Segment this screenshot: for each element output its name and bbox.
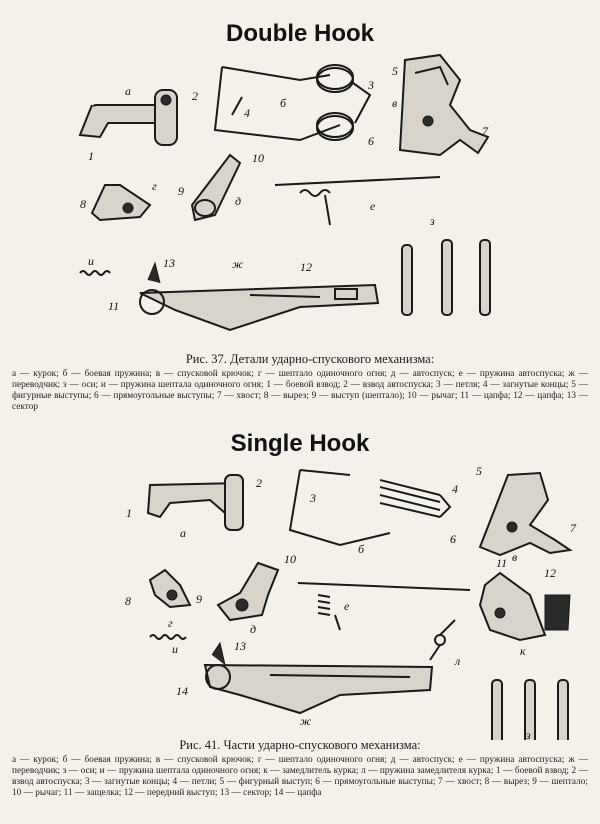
fig41-legend: а — курок; б — боевая пружина; в — спусковой крючок; г — шептало одиночного огня; д — автоспуск; е — пружина автоспуска; ж — переводчик; з — оси; и — пружина шептала одиночного огня; к — замедлитель курка; л — пружина замедлителя курка; 1 — боевой взвод; 2 — взвод автоспуска; 3 — загнутые концы; 4 — петли; 5 — фигурный выступ; 6 — прямоугольные выступы; 7 — хвост; 8 — вырез; 9 — шептало; 10 — рычаг; 11 — защелка; 12 — передний выступ; 13 — сектор; 14 — цапфа xyxy=(12,755,588,798)
fig37-label-13: 13 xyxy=(163,256,175,270)
fig41-label-11: 11 xyxy=(496,556,508,570)
fig41-label-k: к xyxy=(520,644,526,658)
trigger-part-v xyxy=(400,55,488,155)
fig41-label-12: 12 xyxy=(544,566,556,580)
fig37-legend: а — курок; б — боевая пружина; в — спусковой крючок; г — шептало одиночного огня; д — автоспуск; е — пружина автоспуска; ж — переводчик; з — оси; и — пружина шептала одиночного огня; 1 — боевой взвод; 2 — взвод автоспуска; 3 — петля; 4 — загнутые концы; 5 — фигурные выступы; 6 — прямоугольные выступы; 7 — хвост; 8 — вырез; 9 — выступ (шептало); 10 — рычаг; 11 — цапфа; 12 — цапфа; 13 — сектор xyxy=(12,369,588,412)
fig37-label-b: б xyxy=(280,96,287,110)
fig41-label-9: 9 xyxy=(196,592,202,606)
fig41-label-z: з xyxy=(526,728,531,740)
fig37-label-g: г xyxy=(152,179,157,193)
fig37-label-2: 2 xyxy=(192,89,198,103)
fig41-label-v: в xyxy=(512,550,518,564)
fig41-label-6: 6 xyxy=(450,532,456,546)
pins-part-z xyxy=(402,240,490,315)
autosear-part-d xyxy=(192,155,240,220)
autosear-spring-part-e xyxy=(298,583,470,630)
fig41-label-b: б xyxy=(358,542,365,556)
fig41-label-4: 4 xyxy=(452,482,458,496)
fig37-label-1: 1 xyxy=(88,149,94,163)
sear-spring-part-i xyxy=(80,271,110,275)
fig41-label-i: и xyxy=(172,642,178,656)
autosear-spring-part-e xyxy=(275,177,440,225)
fig37-label-a: а xyxy=(125,84,131,98)
sear-spring-part-i xyxy=(150,635,186,639)
selector-part-zh xyxy=(140,263,378,330)
fig41-label-14: 14 xyxy=(176,684,188,698)
fig37-label-9: 9 xyxy=(178,184,184,198)
fig41-label-l: л xyxy=(455,654,461,668)
fig41-illustration xyxy=(0,455,600,740)
fig37-label-z: з xyxy=(430,214,435,228)
fig41-label-e: е xyxy=(344,599,350,613)
section-title-double-hook: Double Hook xyxy=(226,20,374,47)
fig37-label-7: 7 xyxy=(482,124,488,138)
fig41-label-a: а xyxy=(180,526,186,540)
trigger-part-v xyxy=(480,473,570,555)
selector-part-zh xyxy=(205,643,432,713)
fig37-caption: Рис. 37. Детали ударно-спускового механизма: xyxy=(185,352,435,366)
section-title-single-hook: Single Hook xyxy=(230,430,370,457)
fig41-label-1: 1 xyxy=(126,506,132,520)
fig37-illustration xyxy=(0,45,600,355)
fig37-label-8: 8 xyxy=(80,197,86,211)
fig41-label-8: 8 xyxy=(125,594,131,608)
fig41-label-5: 5 xyxy=(476,464,482,478)
fig37-label-v: в xyxy=(392,96,398,110)
fig37-label-e: е xyxy=(370,199,376,213)
hammer-delay-part-k xyxy=(480,573,570,640)
sear-part-g xyxy=(150,570,190,607)
fig37-label-6: 6 xyxy=(368,134,374,148)
main-spring-part-b xyxy=(215,65,370,140)
fig41-caption: Рис. 41. Части ударно-спускового механизма: xyxy=(179,738,421,752)
hammer-part-a xyxy=(80,90,177,145)
fig41-label-d: д xyxy=(250,622,257,636)
fig37-label-zh: ж xyxy=(232,257,244,271)
fig37-label-3: 3 xyxy=(368,78,374,92)
sear-part-g xyxy=(92,185,150,220)
autosear-part-d xyxy=(218,563,278,620)
hammer-part-a xyxy=(148,475,243,530)
fig37-label-d: д xyxy=(235,194,242,208)
fig41-label-zh: ж xyxy=(300,714,312,728)
fig41-label-13: 13 xyxy=(234,639,246,653)
fig41-label-10: 10 xyxy=(284,552,296,566)
fig37-label-i: и xyxy=(88,254,94,268)
main-spring-part-b xyxy=(290,470,450,545)
fig37-label-12: 12 xyxy=(300,260,312,274)
fig37-label-4: 4 xyxy=(244,106,250,120)
fig37-label-11: 11 xyxy=(108,299,120,313)
hammer-delay-spring-part-l xyxy=(430,620,455,660)
fig41-label-3: 3 xyxy=(310,491,316,505)
fig37-label-5: 5 xyxy=(392,64,398,78)
fig41-label-7: 7 xyxy=(570,521,576,535)
fig41-label-g: г xyxy=(168,616,173,630)
fig41-label-2: 2 xyxy=(256,476,262,490)
fig37-label-10: 10 xyxy=(252,151,264,165)
